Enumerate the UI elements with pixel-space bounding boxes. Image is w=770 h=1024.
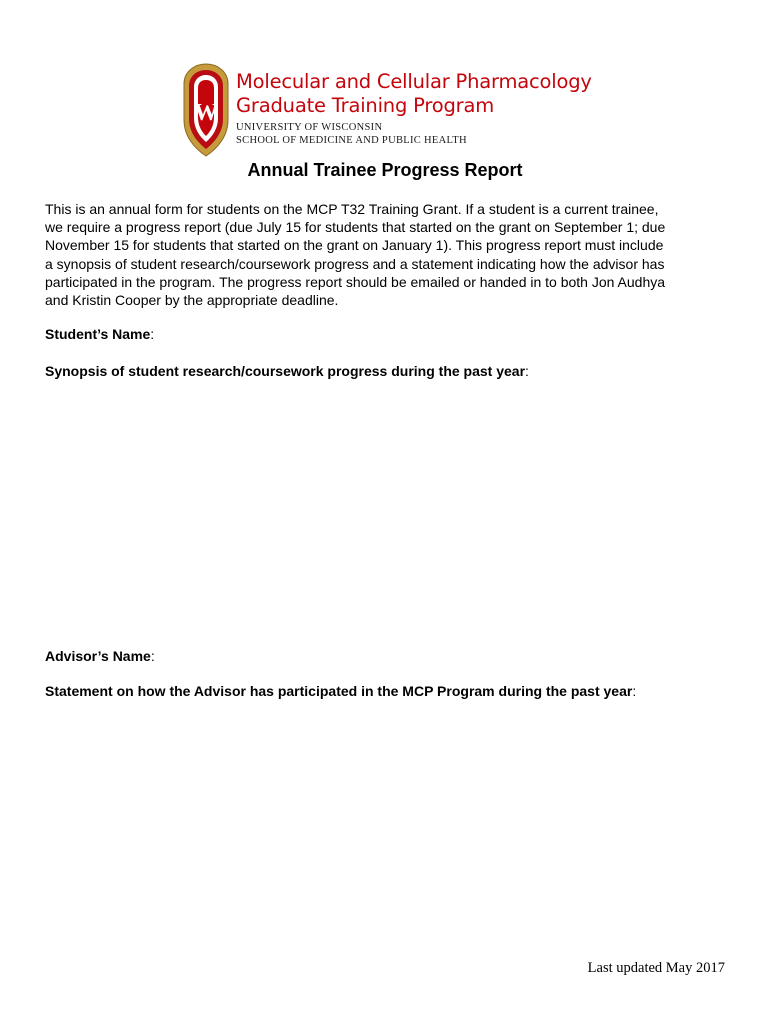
advisor-name-field: Advisor’s Name: <box>45 648 155 664</box>
uw-crest-logo <box>178 62 234 158</box>
university-name: UNIVERSITY OF WISCONSIN <box>236 122 383 133</box>
advisor-statement-field: Statement on how the Advisor has participated in the MCP Program during the past year: <box>45 683 637 699</box>
intro-line: This is an annual form for students on the MCP T32 Training Grant. If a student is a current trainee, <box>45 201 659 217</box>
student-name-field: Student’s Name: <box>45 326 155 342</box>
intro-line: November 15 for students that started on the grant on January 1). This progress report must include <box>45 237 664 254</box>
advisor-statement-label: Statement on how the Advisor has participated in the MCP Program during the past year <box>45 683 633 699</box>
advisor-name-label: Advisor’s Name <box>45 648 151 664</box>
synopsis-label: Synopsis of student research/coursework progress during the past year <box>45 363 526 379</box>
synopsis-field: Synopsis of student research/coursework progress during the past year: <box>45 363 529 379</box>
intro-line: participated in the program. The progress report should be emailed or handed in to both Jon Audhya <box>45 273 666 290</box>
intro-line: a synopsis of student research/coursework progress and a statement indicating how the advisor has <box>45 255 665 272</box>
intro-line: and Kristin Cooper by the appropriate deadline. <box>45 292 339 309</box>
program-name-line1: Molecular and Cellular Pharmacology <box>236 70 592 93</box>
intro-line: we require a progress report (due July 15 for students that started on the grant on September 1; due <box>45 219 666 236</box>
program-name-block <box>236 70 592 147</box>
letterhead <box>178 62 618 162</box>
school-name: SCHOOL OF MEDICINE AND PUBLIC HEALTH <box>236 135 467 146</box>
last-updated-note: Last updated May 2017 <box>587 960 725 976</box>
document-title: Annual Trainee Progress Report <box>247 160 523 180</box>
program-name-line2: Graduate Training Program <box>236 94 495 117</box>
crest-letter: W <box>194 100 218 126</box>
student-name-label: Student’s Name <box>45 326 151 342</box>
intro-paragraph <box>45 200 725 309</box>
